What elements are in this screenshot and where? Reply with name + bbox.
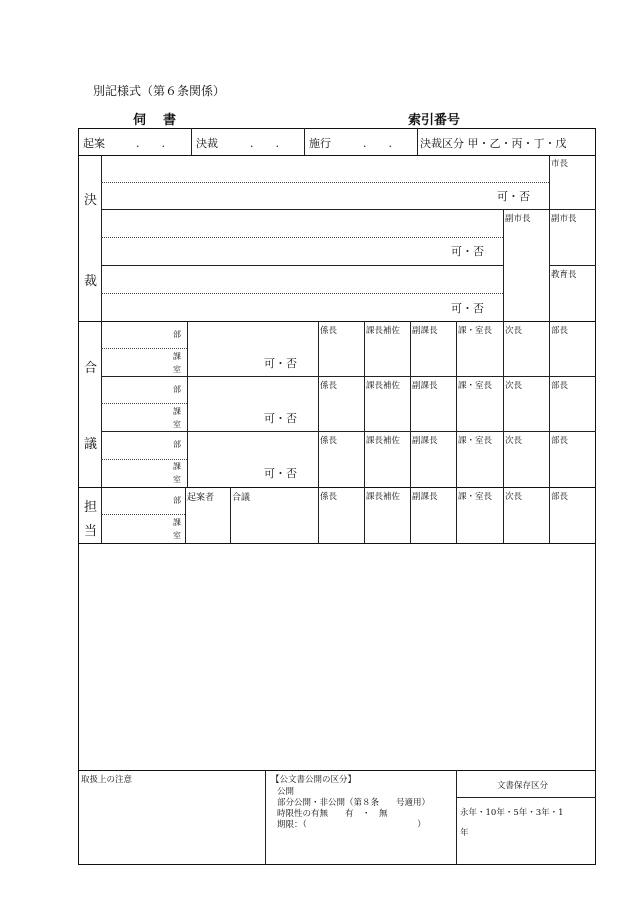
gogi-col-jicho-1: 次長	[505, 326, 523, 336]
disclosure-title: 【公文書公開の区分】	[271, 775, 357, 785]
gogi-kashitsu-1: 課室	[173, 352, 181, 374]
gogi-bu-3: 部	[173, 440, 181, 449]
disclosure-public[interactable]: 公開	[277, 787, 295, 797]
kessai-kubun-label	[420, 135, 567, 151]
gogi-col-kakaricho-2: 係長	[320, 381, 338, 391]
storage-values[interactable]: 永年・10年・5年・3年・1	[460, 808, 564, 818]
gogi-col-fukukacho-2: 副課長	[412, 381, 438, 391]
tanto-bu: 部	[173, 496, 181, 505]
tanto-col-kakaricho: 係長	[320, 492, 338, 502]
disclosure-partial[interactable]: 部分公開・非公開（第８条 号適用）	[277, 798, 431, 808]
kessai-side-bottom: 裁	[84, 274, 98, 289]
gogi-col-kachohosa-3: 課長補佐	[366, 436, 401, 446]
form-label: 別記様式（第６条関係）	[93, 84, 226, 98]
tanto-col-jicho: 次長	[505, 492, 523, 502]
tanto-side-bottom: 当	[84, 524, 98, 539]
fukushicho-label-2: 副市長	[551, 214, 577, 224]
tanto-gogi-label: 合議	[232, 493, 251, 503]
gogi-col-fukukacho-1: 副課長	[412, 326, 438, 336]
gogi-col-fukukacho-3: 副課長	[412, 436, 438, 446]
gogi-col-bucho-3: 部長	[551, 436, 569, 446]
tanto-side-top: 担	[84, 500, 98, 515]
gogi-kashitsu-3: 課室	[173, 462, 181, 484]
gogi-col-bucho-2: 部長	[551, 381, 569, 391]
kubun-text: 決裁区分	[420, 137, 464, 150]
gogi-bu-2: 部	[173, 385, 181, 394]
storage-title: 文書保存区分	[497, 781, 549, 791]
gogi-col-kakaricho-1: 係長	[320, 326, 338, 336]
gogi-side-bottom: 議	[84, 437, 98, 452]
kiansha-label: 起案者	[187, 493, 215, 503]
gogi-col-bucho-1: 部長	[551, 326, 569, 336]
body-text-area[interactable]	[80, 545, 594, 768]
disclosure-deadline[interactable]: 期限：（ ）	[277, 820, 426, 830]
tanto-col-kachohosa: 課長補佐	[366, 492, 401, 502]
kessai-date[interactable]: . .	[250, 137, 279, 150]
gogi-ka-hi-1[interactable]: 可・否	[264, 357, 297, 370]
gogi-col-kakaricho-3: 係長	[320, 436, 338, 446]
kessai-label: 決裁	[196, 137, 218, 150]
gogi-col-kashitsucho-2: 課・室長	[458, 381, 493, 391]
index-number-label: 索引番号	[408, 113, 461, 128]
gogi-ka-hi-2[interactable]: 可・否	[264, 412, 297, 425]
gogi-bu-1: 部	[173, 330, 181, 339]
gogi-side-top: 合	[84, 361, 98, 376]
fukushicho-label-1: 副市長	[505, 214, 531, 224]
gogi-col-kachohosa-1: 課長補佐	[366, 326, 401, 336]
gogi-col-kashitsucho-3: 課・室長	[458, 436, 493, 446]
kubun-values[interactable]: 甲・乙・丙・丁・戊	[467, 137, 567, 150]
disclosure-time-limit[interactable]: 時限性の有無 有 ・ 無	[277, 809, 388, 819]
document-title: 伺 書	[133, 113, 179, 128]
gogi-kashitsu-2: 課室	[173, 407, 181, 429]
tanto-col-bucho: 部長	[551, 492, 569, 502]
shiko-label: 施行	[309, 137, 331, 150]
notes-label: 取扱上の注意	[81, 775, 133, 785]
storage-unit: 年	[460, 828, 469, 838]
kessai-ka-hi-1[interactable]: 可・否	[497, 190, 530, 203]
gogi-col-kashitsucho-1: 課・室長	[458, 326, 493, 336]
gogi-ka-hi-3[interactable]: 可・否	[264, 467, 297, 480]
gogi-col-jicho-2: 次長	[505, 381, 523, 391]
kessai-side-top: 決	[84, 193, 98, 208]
gogi-col-kachohosa-2: 課長補佐	[366, 381, 401, 391]
kyoikucho-label: 教育長	[551, 270, 577, 280]
shicho-label: 市長	[551, 159, 569, 169]
gogi-col-jicho-3: 次長	[505, 436, 523, 446]
kessai-ka-hi-3[interactable]: 可・否	[451, 302, 484, 315]
tanto-col-kashitsucho: 課・室長	[458, 492, 493, 502]
tanto-col-fukukacho: 副課長	[412, 492, 438, 502]
kian-label: 起案	[83, 137, 105, 150]
shiko-date[interactable]: . .	[363, 137, 392, 150]
kian-date[interactable]: . .	[136, 137, 165, 150]
kessai-ka-hi-2[interactable]: 可・否	[451, 245, 484, 258]
tanto-kashitsu: 課室	[173, 518, 181, 540]
